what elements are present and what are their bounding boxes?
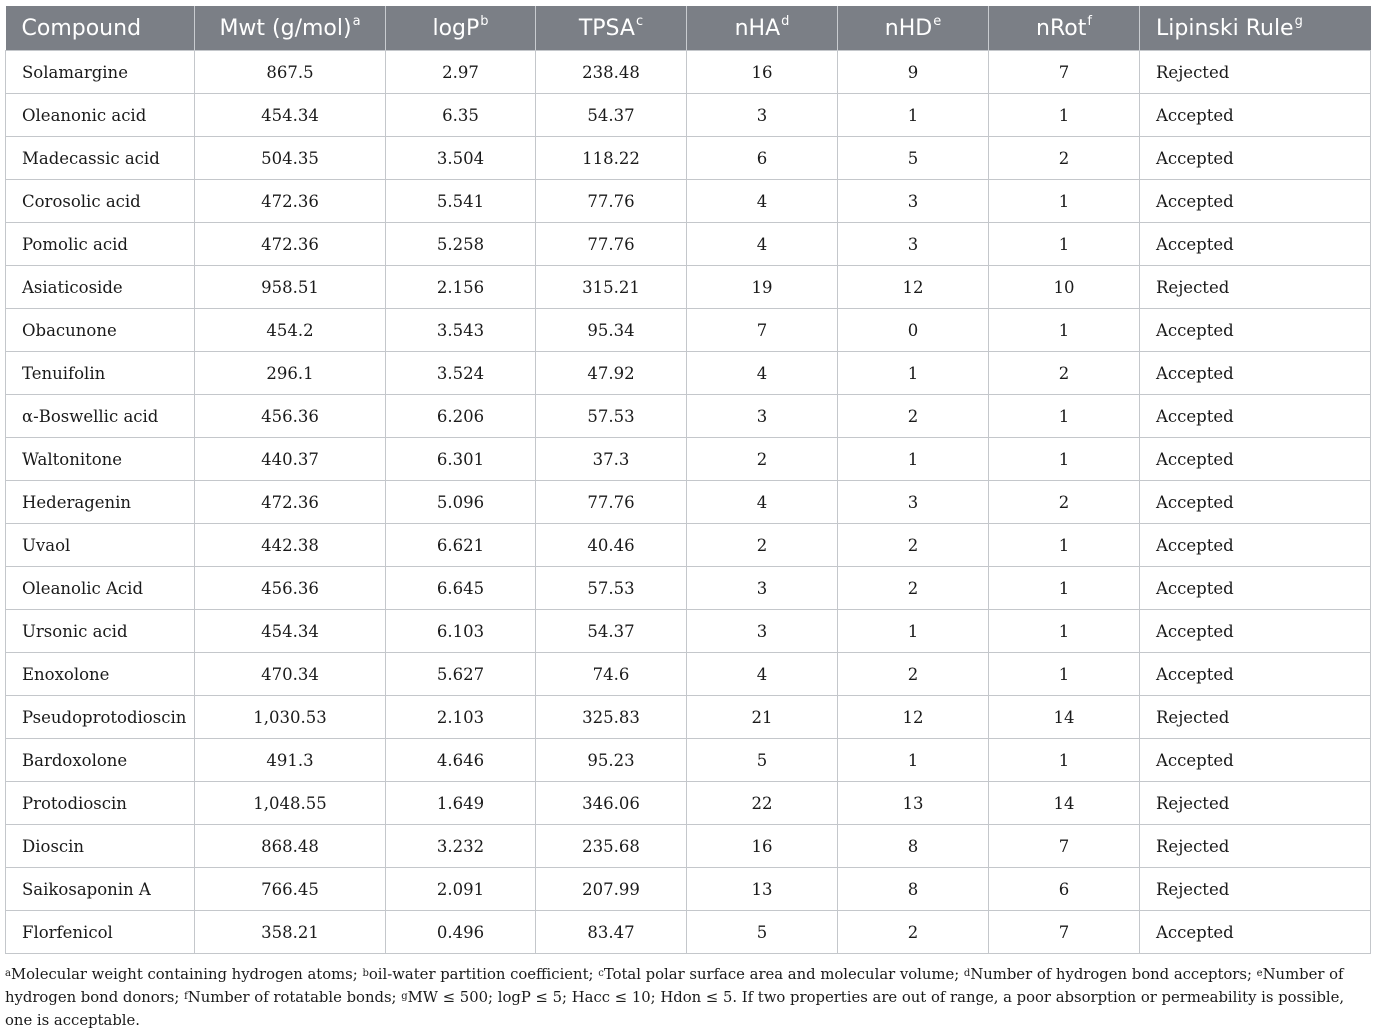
value-cell: 207.99 — [536, 868, 687, 911]
column-header — [6, 6, 195, 51]
table-row — [6, 352, 1371, 395]
compound-name-cell: Asiaticoside — [6, 266, 195, 309]
value-cell: 440.37 — [195, 438, 386, 481]
lipinski-result-cell: Accepted — [1140, 610, 1371, 653]
value-cell: 454.34 — [195, 610, 386, 653]
value-cell: 315.21 — [536, 266, 687, 309]
value-cell: 13 — [687, 868, 838, 911]
value-cell: 346.06 — [536, 782, 687, 825]
footnote-text: Number of hydrogen bond acceptors; — [970, 966, 1257, 983]
footnote-mark: d — [963, 968, 971, 979]
value-cell: 95.23 — [536, 739, 687, 782]
footnote-mark: f — [184, 991, 188, 1002]
column-header — [195, 6, 386, 51]
value-cell: 470.34 — [195, 653, 386, 696]
column-header-label: nRot — [1036, 15, 1087, 41]
value-cell: 2.156 — [386, 266, 536, 309]
value-cell: 2.103 — [386, 696, 536, 739]
value-cell: 235.68 — [536, 825, 687, 868]
value-cell: 7 — [989, 825, 1140, 868]
value-cell: 472.36 — [195, 180, 386, 223]
value-cell: 1 — [989, 610, 1140, 653]
compound-name-cell: Enoxolone — [6, 653, 195, 696]
header-row — [6, 6, 1371, 51]
value-cell: 472.36 — [195, 481, 386, 524]
lipinski-result-cell: Accepted — [1140, 653, 1371, 696]
lipinski-result-cell: Accepted — [1140, 739, 1371, 782]
table-row — [6, 180, 1371, 223]
value-cell: 14 — [989, 782, 1140, 825]
table-row — [6, 825, 1371, 868]
value-cell: 74.6 — [536, 653, 687, 696]
value-cell: 456.36 — [195, 567, 386, 610]
table-row — [6, 137, 1371, 180]
value-cell: 47.92 — [536, 352, 687, 395]
column-header-label: Compound — [21, 15, 142, 41]
lipinski-result-cell: Accepted — [1140, 94, 1371, 137]
value-cell: 1 — [838, 94, 989, 137]
footnote-text: oil-water partition coefficient; — [368, 966, 599, 983]
compound-properties-table — [5, 6, 1371, 954]
value-cell: 54.37 — [536, 94, 687, 137]
column-header-footnote-mark: c — [635, 13, 644, 29]
value-cell: 8 — [838, 868, 989, 911]
table-row — [6, 438, 1371, 481]
value-cell: 3.504 — [386, 137, 536, 180]
value-cell: 12 — [838, 696, 989, 739]
table-container — [5, 6, 1370, 954]
column-header-footnote-mark: g — [1294, 13, 1303, 29]
footnote-mark: g — [401, 991, 408, 1002]
column-header-label: Lipinski Rule — [1156, 15, 1294, 41]
compound-name-cell: Saikosaponin A — [6, 868, 195, 911]
value-cell: 1 — [989, 180, 1140, 223]
value-cell: 5.627 — [386, 653, 536, 696]
column-header — [989, 6, 1140, 51]
lipinski-result-cell: Accepted — [1140, 524, 1371, 567]
value-cell: 95.34 — [536, 309, 687, 352]
table-row — [6, 653, 1371, 696]
compound-name-cell: Solamargine — [6, 51, 195, 94]
value-cell: 14 — [989, 696, 1140, 739]
footnote-mark: b — [362, 968, 369, 979]
value-cell: 1 — [989, 524, 1140, 567]
value-cell: 37.3 — [536, 438, 687, 481]
compound-name-cell: Dioscin — [6, 825, 195, 868]
table-row — [6, 481, 1371, 524]
value-cell: 325.83 — [536, 696, 687, 739]
value-cell: 77.76 — [536, 223, 687, 266]
column-header-label: logP — [432, 15, 480, 41]
footnote-text: MW ≤ 500; logP ≤ 5; Hacc ≤ 10; Hdon ≤ 5. If two properties are out of range, a poor absorption or permeability is possible, one is acceptable. — [5, 989, 1345, 1029]
compound-name-cell: Ursonic acid — [6, 610, 195, 653]
value-cell: 4.646 — [386, 739, 536, 782]
value-cell: 1,048.55 — [195, 782, 386, 825]
column-header-label: Mwt (g/mol) — [219, 15, 352, 41]
value-cell: 491.3 — [195, 739, 386, 782]
value-cell: 1.649 — [386, 782, 536, 825]
value-cell: 2 — [838, 653, 989, 696]
value-cell: 5 — [687, 739, 838, 782]
lipinski-result-cell: Accepted — [1140, 395, 1371, 438]
value-cell: 867.5 — [195, 51, 386, 94]
footnote-mark: e — [1256, 968, 1263, 979]
column-header — [1140, 6, 1371, 51]
value-cell: 1 — [838, 438, 989, 481]
value-cell: 1 — [989, 567, 1140, 610]
value-cell: 1 — [838, 739, 989, 782]
lipinski-result-cell: Rejected — [1140, 868, 1371, 911]
value-cell: 2 — [989, 481, 1140, 524]
value-cell: 238.48 — [536, 51, 687, 94]
value-cell: 0 — [838, 309, 989, 352]
compound-name-cell: Obacunone — [6, 309, 195, 352]
value-cell: 57.53 — [536, 395, 687, 438]
value-cell: 958.51 — [195, 266, 386, 309]
value-cell: 454.34 — [195, 94, 386, 137]
value-cell: 2 — [687, 524, 838, 567]
value-cell: 10 — [989, 266, 1140, 309]
footnote-mark: c — [598, 968, 604, 979]
column-header — [386, 6, 536, 51]
value-cell: 1 — [989, 438, 1140, 481]
value-cell: 456.36 — [195, 395, 386, 438]
value-cell: 442.38 — [195, 524, 386, 567]
compound-name-cell: Waltonitone — [6, 438, 195, 481]
value-cell: 19 — [687, 266, 838, 309]
value-cell: 1,030.53 — [195, 696, 386, 739]
value-cell: 5 — [838, 137, 989, 180]
value-cell: 358.21 — [195, 911, 386, 954]
value-cell: 6 — [989, 868, 1140, 911]
value-cell: 3 — [687, 610, 838, 653]
value-cell: 766.45 — [195, 868, 386, 911]
value-cell: 13 — [838, 782, 989, 825]
value-cell: 1 — [989, 739, 1140, 782]
value-cell: 5 — [687, 911, 838, 954]
table-footnotes — [5, 963, 1373, 1032]
column-header-footnote-mark: e — [933, 13, 942, 29]
lipinski-result-cell: Rejected — [1140, 825, 1371, 868]
table-row — [6, 782, 1371, 825]
value-cell: 7 — [989, 911, 1140, 954]
table-row — [6, 868, 1371, 911]
compound-name-cell: Pomolic acid — [6, 223, 195, 266]
table-body — [6, 51, 1371, 954]
footnote-mark: a — [5, 968, 11, 979]
table-row — [6, 739, 1371, 782]
value-cell: 6.206 — [386, 395, 536, 438]
value-cell: 504.35 — [195, 137, 386, 180]
lipinski-result-cell: Rejected — [1140, 51, 1371, 94]
table-row — [6, 911, 1371, 954]
value-cell: 1 — [838, 610, 989, 653]
value-cell: 2 — [838, 395, 989, 438]
value-cell: 2 — [838, 567, 989, 610]
value-cell: 4 — [687, 481, 838, 524]
value-cell: 5.258 — [386, 223, 536, 266]
value-cell: 83.47 — [536, 911, 687, 954]
value-cell: 6.103 — [386, 610, 536, 653]
footnote-text: Number of hydrogen bond donors; — [5, 966, 1344, 1006]
compound-name-cell: Protodioscin — [6, 782, 195, 825]
value-cell: 7 — [989, 51, 1140, 94]
compound-name-cell: Oleanolic Acid — [6, 567, 195, 610]
value-cell: 454.2 — [195, 309, 386, 352]
lipinski-result-cell: Accepted — [1140, 180, 1371, 223]
value-cell: 77.76 — [536, 481, 687, 524]
value-cell: 21 — [687, 696, 838, 739]
lipinski-result-cell: Accepted — [1140, 223, 1371, 266]
value-cell: 9 — [838, 51, 989, 94]
value-cell: 2 — [989, 352, 1140, 395]
value-cell: 118.22 — [536, 137, 687, 180]
table-row — [6, 567, 1371, 610]
table-row — [6, 309, 1371, 352]
lipinski-result-cell: Accepted — [1140, 352, 1371, 395]
table-row — [6, 696, 1371, 739]
value-cell: 4 — [687, 653, 838, 696]
column-header — [687, 6, 838, 51]
value-cell: 1 — [989, 309, 1140, 352]
value-cell: 2 — [989, 137, 1140, 180]
value-cell: 2 — [687, 438, 838, 481]
value-cell: 3 — [687, 395, 838, 438]
lipinski-result-cell: Accepted — [1140, 137, 1371, 180]
table-row — [6, 395, 1371, 438]
value-cell: 16 — [687, 51, 838, 94]
column-header-label: nHA — [734, 15, 781, 41]
value-cell: 3 — [687, 567, 838, 610]
value-cell: 1 — [989, 395, 1140, 438]
compound-name-cell: Oleanonic acid — [6, 94, 195, 137]
value-cell: 3 — [838, 481, 989, 524]
lipinski-result-cell: Rejected — [1140, 696, 1371, 739]
value-cell: 4 — [687, 180, 838, 223]
value-cell: 6.621 — [386, 524, 536, 567]
value-cell: 2.091 — [386, 868, 536, 911]
value-cell: 5.541 — [386, 180, 536, 223]
lipinski-result-cell: Rejected — [1140, 266, 1371, 309]
value-cell: 868.48 — [195, 825, 386, 868]
value-cell: 22 — [687, 782, 838, 825]
value-cell: 2 — [838, 911, 989, 954]
value-cell: 1 — [989, 223, 1140, 266]
value-cell: 6.645 — [386, 567, 536, 610]
value-cell: 3.232 — [386, 825, 536, 868]
lipinski-result-cell: Accepted — [1140, 438, 1371, 481]
compound-name-cell: α-Boswellic acid — [6, 395, 195, 438]
value-cell: 7 — [687, 309, 838, 352]
compound-name-cell: Uvaol — [6, 524, 195, 567]
footnote-text: Molecular weight containing hydrogen atoms; — [10, 966, 363, 983]
lipinski-result-cell: Accepted — [1140, 481, 1371, 524]
value-cell: 472.36 — [195, 223, 386, 266]
column-header — [838, 6, 989, 51]
compound-name-cell: Corosolic acid — [6, 180, 195, 223]
column-header-footnote-mark: a — [352, 13, 361, 29]
value-cell: 57.53 — [536, 567, 687, 610]
table-row — [6, 223, 1371, 266]
compound-name-cell: Florfenicol — [6, 911, 195, 954]
footnote-text: Total polar surface area and molecular volume; — [603, 966, 964, 983]
value-cell: 4 — [687, 223, 838, 266]
value-cell: 3.524 — [386, 352, 536, 395]
value-cell: 3.543 — [386, 309, 536, 352]
column-header-footnote-mark: b — [480, 13, 489, 29]
value-cell: 77.76 — [536, 180, 687, 223]
column-header-label: nHD — [884, 15, 933, 41]
value-cell: 6.35 — [386, 94, 536, 137]
table-row — [6, 51, 1371, 94]
value-cell: 3 — [687, 94, 838, 137]
column-header-footnote-mark: f — [1087, 13, 1092, 29]
value-cell: 12 — [838, 266, 989, 309]
value-cell: 4 — [687, 352, 838, 395]
table-row — [6, 610, 1371, 653]
column-header — [536, 6, 687, 51]
lipinski-result-cell: Rejected — [1140, 782, 1371, 825]
value-cell: 40.46 — [536, 524, 687, 567]
table-row — [6, 94, 1371, 137]
value-cell: 2 — [838, 524, 989, 567]
lipinski-result-cell: Accepted — [1140, 911, 1371, 954]
footnote-text: Number of rotatable bonds; — [187, 989, 402, 1006]
compound-name-cell: Bardoxolone — [6, 739, 195, 782]
value-cell: 3 — [838, 180, 989, 223]
value-cell: 0.496 — [386, 911, 536, 954]
compound-name-cell: Pseudoprotodioscin — [6, 696, 195, 739]
value-cell: 5.096 — [386, 481, 536, 524]
table-row — [6, 266, 1371, 309]
table-row — [6, 524, 1371, 567]
column-header-footnote-mark: d — [781, 13, 790, 29]
value-cell: 1 — [989, 653, 1140, 696]
value-cell: 1 — [989, 94, 1140, 137]
value-cell: 16 — [687, 825, 838, 868]
value-cell: 6 — [687, 137, 838, 180]
compound-name-cell: Madecassic acid — [6, 137, 195, 180]
value-cell: 3 — [838, 223, 989, 266]
value-cell: 54.37 — [536, 610, 687, 653]
value-cell: 1 — [838, 352, 989, 395]
compound-name-cell: Tenuifolin — [6, 352, 195, 395]
value-cell: 2.97 — [386, 51, 536, 94]
lipinski-result-cell: Accepted — [1140, 567, 1371, 610]
lipinski-result-cell: Accepted — [1140, 309, 1371, 352]
column-header-label: TPSA — [578, 15, 635, 41]
compound-name-cell: Hederagenin — [6, 481, 195, 524]
value-cell: 6.301 — [386, 438, 536, 481]
value-cell: 8 — [838, 825, 989, 868]
value-cell: 296.1 — [195, 352, 386, 395]
